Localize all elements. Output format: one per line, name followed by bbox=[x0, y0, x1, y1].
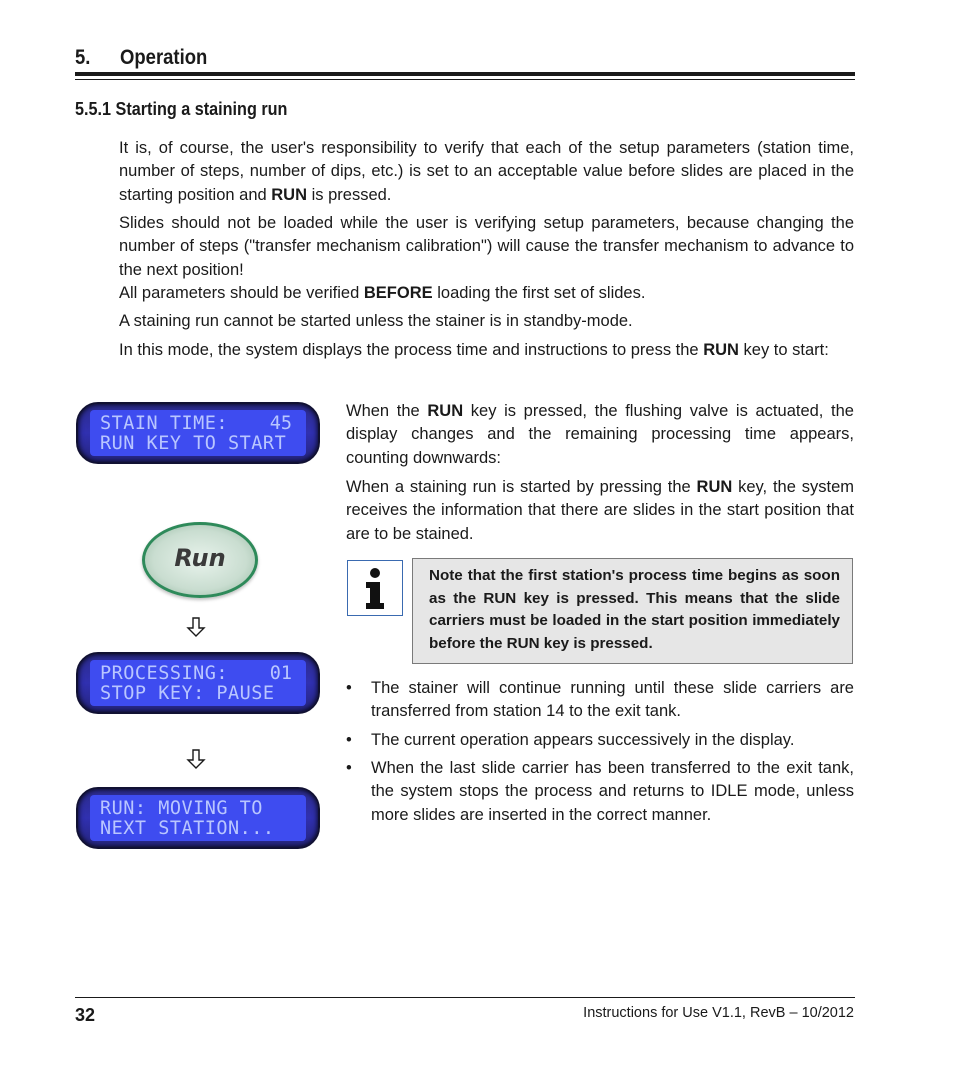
subsection-heading: 5.5.1 Starting a staining run bbox=[75, 99, 288, 119]
lcd-display-processing bbox=[76, 652, 320, 714]
paragraph-loading-warning: Slides should not be loaded while the user is verifying setup parameters, because changing the number of steps ("transfer mechanism calibration") will cause the transfer mechanism to advance to the next position! bbox=[119, 214, 854, 279]
paragraph-run-pressed: When the RUN key is pressed, the flushing valve is actuated, the display changes and the remaining processing time appears, counting downwards: bbox=[346, 402, 854, 467]
down-arrow-icon bbox=[185, 748, 207, 770]
lcd-line-1: PROCESSING: bbox=[100, 663, 229, 684]
section-title: Operation bbox=[120, 46, 208, 69]
bullet-icon: • bbox=[346, 759, 352, 777]
note-text: Note that the first station's process time begins as soon as the RUN key is pressed. This means that the slide carriers must be loaded in the start position immediately before the RUN key is pressed. bbox=[429, 567, 840, 652]
lcd-line-2: RUN KEY TO START bbox=[100, 433, 287, 454]
bullet-icon: • bbox=[346, 731, 352, 749]
run-button[interactable] bbox=[142, 522, 258, 598]
lcd-value: 01 bbox=[269, 663, 292, 684]
footer-doc-info: Instructions for Use V1.1, RevB – 10/2012 bbox=[583, 1005, 854, 1021]
lcd-line-2: STOP KEY: PAUSE bbox=[100, 683, 275, 704]
header-rule-thin bbox=[75, 79, 855, 80]
bullet-icon: • bbox=[346, 679, 352, 697]
info-icon bbox=[347, 560, 403, 616]
note-box bbox=[412, 558, 853, 664]
lcd-display-moving bbox=[76, 787, 320, 849]
run-button-label: Run bbox=[174, 544, 226, 572]
header-rule bbox=[75, 72, 855, 76]
page-number: 32 bbox=[75, 1005, 96, 1025]
lcd-line-1: STAIN TIME: bbox=[100, 413, 229, 434]
lcd-display-stain-time bbox=[76, 402, 320, 464]
paragraph-standby: A staining run cannot be started unless the stainer is in standby-mode. bbox=[119, 312, 633, 330]
paragraph-responsibility: It is, of course, the user's responsibility to verify that each of the setup parameters (station time, number of steps, number of dips, etc.) is set to an acceptable value before slides are placed in the starting position and RUN is pressed. bbox=[119, 139, 854, 204]
section-number: 5. bbox=[75, 46, 91, 69]
paragraph-verify: All parameters should be verified BEFORE loading the first set of slides. bbox=[119, 284, 646, 302]
down-arrow-icon bbox=[185, 616, 207, 638]
lcd-line-1: RUN: MOVING TO bbox=[100, 798, 263, 819]
lcd-line-2: NEXT STATION... bbox=[100, 818, 275, 839]
paragraph-mode: In this mode, the system displays the process time and instructions to press the RUN key to start: bbox=[119, 341, 829, 359]
paragraph-run-started: When a staining run is started by pressing the RUN key, the system receives the information that there are slides in the start position that are to be stained. bbox=[346, 478, 854, 543]
footer-rule bbox=[75, 997, 855, 998]
lcd-value: 45 bbox=[269, 413, 292, 434]
